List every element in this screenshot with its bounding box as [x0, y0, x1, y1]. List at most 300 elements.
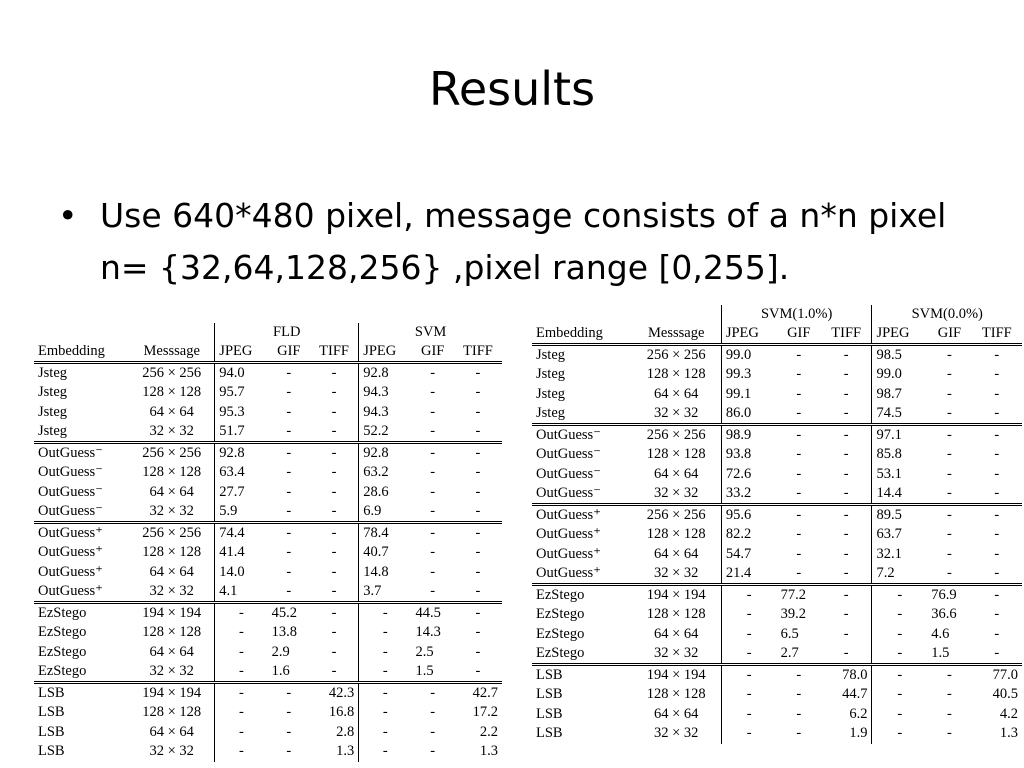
table-row — [532, 585, 1022, 606]
gif-cell: - — [286, 403, 292, 420]
jpeg-cell: - — [215, 742, 268, 762]
tiff-cell: - — [994, 625, 1000, 642]
column-header-gif: GIF — [777, 324, 821, 345]
table-row — [34, 703, 502, 723]
message-cell: 128 × 128 — [646, 526, 706, 543]
jpeg-cell: 51.7 — [215, 422, 268, 443]
embedding-cell: LSB — [34, 683, 129, 704]
jpeg-cell: 95.3 — [215, 403, 268, 423]
message-cell: 32 × 32 — [149, 583, 194, 599]
gif-cell: - — [796, 705, 802, 722]
message-cell: 194 × 194 — [632, 665, 722, 686]
slide-title: Results — [428, 62, 596, 116]
jpeg-cell: 95.6 — [721, 505, 776, 526]
jpeg-cell: - — [721, 685, 776, 705]
gif-cell: - — [796, 347, 802, 363]
gif-cell: - — [286, 464, 292, 481]
gif-cell: - — [796, 526, 802, 543]
jpeg-cell: 85.8 — [872, 445, 927, 465]
jpeg-cell: 97.1 — [872, 425, 927, 446]
gif-cell: - — [286, 563, 292, 580]
jpeg-cell: 32.1 — [872, 545, 927, 565]
jpeg-cell: - — [359, 723, 412, 743]
table-row — [34, 683, 502, 704]
gif-cell: 13.8 — [271, 624, 297, 641]
gif-cell: - — [946, 705, 952, 722]
embedding-cell: EzStego — [536, 606, 585, 623]
tiff-cell: 42.7 — [454, 683, 502, 704]
jpeg-cell: 72.6 — [721, 465, 776, 485]
gif-cell: - — [430, 483, 436, 500]
gif-cell: - — [286, 423, 292, 439]
table-row — [34, 623, 502, 643]
tiff-cell: - — [331, 643, 337, 660]
embedding-cell: Jsteg — [38, 365, 67, 381]
tiff-cell: - — [994, 526, 1000, 543]
embedding-cell: LSB — [532, 665, 632, 686]
column-header-jpeg: JPEG — [721, 324, 776, 345]
table-body — [532, 345, 1022, 744]
embedding-cell: OutGuess⁺ — [536, 526, 601, 543]
column-header-gif: GIF — [411, 342, 453, 363]
column-header-tiff: TIFF — [972, 324, 1022, 345]
jpeg-cell: - — [721, 625, 776, 645]
jpeg-cell: 89.5 — [872, 505, 927, 526]
tiff-cell: - — [310, 443, 359, 464]
tiff-cell: - — [454, 603, 502, 624]
embedding-cell: OutGuess⁺ — [34, 523, 129, 544]
message-cell: 64 × 64 — [149, 403, 194, 420]
tiff-cell: 1.9 — [849, 725, 868, 742]
tiff-cell: - — [310, 523, 359, 544]
tiff-cell: 1.3 — [479, 743, 498, 760]
jpeg-cell: - — [359, 742, 412, 762]
table-header-blank — [129, 323, 215, 342]
column-header-jpeg: JPEG — [359, 342, 412, 363]
jpeg-cell: 4.1 — [215, 582, 268, 603]
table-row — [34, 383, 502, 403]
embedding-cell: OutGuess⁻ — [536, 465, 601, 482]
gif-cell: - — [796, 366, 802, 383]
tiff-cell: - — [475, 483, 481, 500]
jpeg-cell: 41.4 — [215, 543, 268, 563]
embedding-cell: OutGuess⁺ — [536, 545, 601, 562]
tiff-cell: - — [843, 465, 849, 482]
gif-cell: 44.5 — [411, 603, 453, 624]
jpeg-cell: - — [872, 605, 927, 625]
gif-cell: 45.2 — [268, 603, 310, 624]
tiff-cell: - — [475, 423, 481, 439]
gif-cell: - — [430, 704, 436, 721]
embedding-cell: EzStego — [532, 585, 632, 606]
tiff-cell: - — [475, 503, 481, 519]
table-row — [34, 463, 502, 483]
tiff-cell: - — [475, 624, 481, 641]
tiff-cell: 4.2 — [999, 705, 1018, 722]
gif-cell: - — [946, 366, 952, 383]
message-cell: 256 × 256 — [632, 505, 722, 526]
jpeg-cell: - — [872, 625, 927, 645]
jpeg-cell: - — [359, 703, 412, 723]
table-row — [34, 723, 502, 743]
table-row — [532, 665, 1022, 686]
table-header-blank — [34, 323, 129, 342]
gif-cell: - — [927, 505, 971, 526]
tiff-cell: - — [454, 443, 502, 464]
embedding-cell: Jsteg — [38, 423, 67, 439]
table-row — [34, 543, 502, 563]
gif-cell: - — [286, 544, 292, 561]
embedding-cell: LSB — [38, 743, 65, 760]
tiff-cell: 77.0 — [972, 665, 1022, 686]
table-row — [532, 365, 1022, 385]
tiff-cell: - — [331, 365, 337, 381]
message-cell: 64 × 64 — [653, 465, 699, 482]
embedding-cell: OutGuess⁻ — [38, 503, 103, 519]
gif-cell: - — [286, 503, 292, 519]
jpeg-cell: 99.3 — [721, 365, 776, 385]
embedding-cell: Jsteg — [536, 385, 565, 402]
gif-cell: - — [286, 704, 292, 721]
tiff-cell: - — [994, 366, 1000, 383]
gif-cell: 6.5 — [780, 625, 799, 642]
gif-cell: 77.2 — [777, 585, 821, 606]
jpeg-cell: - — [872, 724, 927, 744]
column-header-embedding: Embedding — [532, 324, 632, 345]
tiff-cell: 6.2 — [849, 705, 868, 722]
gif-cell: 1.6 — [271, 663, 290, 679]
column-header-embedding: Embedding — [34, 342, 129, 363]
column-header-message: Messsage — [632, 324, 722, 345]
jpeg-cell: 6.9 — [359, 502, 412, 523]
group-header-fld: FLD — [215, 323, 359, 342]
gif-cell: 14.3 — [415, 624, 441, 641]
tiff-cell: - — [331, 423, 337, 439]
embedding-cell: EzStego — [536, 625, 585, 642]
jpeg-cell: 7.2 — [872, 564, 927, 585]
tiff-cell: - — [843, 405, 849, 421]
tiff-cell: 1.3 — [999, 725, 1018, 742]
column-header-gif: GIF — [268, 342, 310, 363]
tiff-cell: - — [475, 384, 481, 401]
message-cell: 128 × 128 — [142, 464, 202, 481]
group-header-svm-0pct: SVM(0.0%) — [872, 305, 1022, 324]
embedding-cell: OutGuess⁺ — [532, 505, 632, 526]
embedding-cell: Jsteg — [38, 384, 67, 401]
message-cell: 32 × 32 — [653, 645, 699, 661]
jpeg-cell: 98.7 — [872, 385, 927, 405]
gif-cell: - — [411, 523, 453, 544]
jpeg-cell: 78.4 — [359, 523, 412, 544]
gif-cell: - — [796, 446, 802, 463]
table-row — [532, 425, 1022, 446]
group-header-svm-1pct: SVM(1.0%) — [721, 305, 872, 324]
tiff-cell: - — [843, 645, 849, 661]
tiff-cell: - — [972, 505, 1022, 526]
gif-cell: - — [286, 583, 292, 599]
column-header-tiff: TIFF — [454, 342, 502, 363]
jpeg-cell: 98.5 — [872, 345, 927, 366]
message-cell: 128 × 128 — [142, 544, 202, 561]
table-row — [532, 404, 1022, 425]
gif-cell: - — [286, 743, 292, 760]
gif-cell: - — [268, 523, 310, 544]
jpeg-cell: - — [359, 683, 412, 704]
gif-cell: - — [430, 723, 436, 740]
table-row — [34, 443, 502, 464]
table-row — [532, 505, 1022, 526]
tiff-cell: - — [821, 505, 872, 526]
jpeg-cell: 53.1 — [872, 465, 927, 485]
jpeg-cell: 93.8 — [721, 445, 776, 465]
embedding-cell: LSB — [536, 725, 563, 742]
tiff-cell: - — [994, 465, 1000, 482]
message-cell: 194 × 194 — [129, 683, 215, 704]
jpeg-cell: - — [721, 724, 776, 744]
embedding-cell: OutGuess⁺ — [38, 563, 103, 580]
table-header-blank — [632, 305, 722, 324]
jpeg-cell: 14.8 — [359, 563, 412, 583]
jpeg-cell: 95.7 — [215, 383, 268, 403]
tiff-cell: - — [475, 643, 481, 660]
jpeg-cell: - — [359, 623, 412, 643]
tiff-cell: - — [843, 526, 849, 543]
message-cell: 32 × 32 — [149, 663, 194, 679]
table-row — [532, 724, 1022, 744]
gif-cell: - — [286, 723, 292, 740]
tiff-cell: - — [475, 583, 481, 599]
gif-cell: - — [796, 686, 802, 703]
table-row — [34, 483, 502, 503]
tiff-cell: 2.2 — [479, 723, 498, 740]
results-table-svm-thresholds — [532, 305, 1022, 744]
gif-cell: - — [946, 545, 952, 562]
jpeg-cell: 63.7 — [872, 525, 927, 545]
table-row — [532, 385, 1022, 405]
table-row — [34, 603, 502, 624]
jpeg-cell: - — [721, 605, 776, 625]
table-row — [34, 363, 502, 384]
tiff-cell: - — [994, 606, 1000, 623]
gif-cell: - — [430, 563, 436, 580]
gif-cell: - — [430, 583, 436, 599]
message-cell: 128 × 128 — [142, 704, 202, 721]
tiff-cell: 42.3 — [310, 683, 359, 704]
jpeg-cell: 92.8 — [359, 363, 412, 384]
jpeg-cell: - — [721, 585, 776, 606]
jpeg-cell: 99.0 — [872, 365, 927, 385]
jpeg-cell: 21.4 — [721, 564, 776, 585]
gif-cell: - — [927, 425, 971, 446]
gif-cell: - — [411, 443, 453, 464]
jpeg-cell: - — [359, 603, 412, 624]
jpeg-cell: 63.2 — [359, 463, 412, 483]
message-cell: 32 × 32 — [149, 503, 194, 519]
message-cell: 64 × 64 — [653, 705, 699, 722]
jpeg-cell: 54.7 — [721, 545, 776, 565]
gif-cell: - — [927, 665, 971, 686]
jpeg-cell: - — [215, 623, 268, 643]
table-row — [532, 705, 1022, 725]
tiff-cell: - — [331, 663, 337, 679]
jpeg-cell: - — [721, 644, 776, 665]
embedding-cell: OutGuess⁻ — [34, 443, 129, 464]
tiff-cell: 40.5 — [992, 686, 1018, 703]
tiff-cell: - — [994, 446, 1000, 463]
embedding-cell: LSB — [536, 686, 563, 703]
gif-cell: - — [946, 405, 952, 421]
gif-cell: - — [430, 403, 436, 420]
embedding-cell: OutGuess⁺ — [536, 565, 601, 581]
jpeg-cell: 94.3 — [359, 403, 412, 423]
table-row — [532, 525, 1022, 545]
tiff-cell: - — [821, 585, 872, 606]
table-row — [532, 465, 1022, 485]
table-row — [34, 422, 502, 443]
jpeg-cell: 74.4 — [215, 523, 268, 544]
table-row — [532, 685, 1022, 705]
message-cell: 256 × 256 — [142, 365, 202, 381]
jpeg-cell: - — [872, 685, 927, 705]
jpeg-cell: 92.8 — [215, 443, 268, 464]
tiff-cell: - — [454, 523, 502, 544]
message-cell: 32 × 32 — [653, 405, 699, 421]
table-row — [34, 662, 502, 683]
embedding-cell: Jsteg — [536, 405, 565, 421]
gif-cell: - — [430, 544, 436, 561]
message-cell: 194 × 194 — [632, 585, 722, 606]
jpeg-cell: - — [215, 723, 268, 743]
jpeg-cell: 82.2 — [721, 525, 776, 545]
tiff-cell: - — [994, 545, 1000, 562]
table-row — [532, 484, 1022, 505]
embedding-cell: EzStego — [34, 603, 129, 624]
gif-cell: 76.9 — [927, 585, 971, 606]
message-cell: 64 × 64 — [149, 483, 194, 500]
jpeg-cell: 40.7 — [359, 543, 412, 563]
embedding-cell: EzStego — [38, 663, 87, 679]
gif-cell: - — [430, 365, 436, 381]
message-cell: 64 × 64 — [653, 625, 699, 642]
message-cell: 256 × 256 — [646, 347, 706, 363]
bullet-text: Use 640*480 pixel, message consists of a n*n pixel n= {32,64,128,256} ,pixel range [0,255]. — [100, 196, 947, 287]
message-cell: 32 × 32 — [653, 485, 699, 501]
embedding-cell: Jsteg — [38, 403, 67, 420]
results-table-fld-svm — [34, 323, 502, 762]
jpeg-cell: - — [721, 665, 776, 686]
embedding-cell: Jsteg — [536, 366, 565, 383]
jpeg-cell: 94.3 — [359, 383, 412, 403]
gif-cell: - — [430, 503, 436, 519]
jpeg-cell: - — [872, 644, 927, 665]
gif-cell: 2.5 — [415, 643, 434, 660]
message-cell: 128 × 128 — [646, 366, 706, 383]
message-cell: 32 × 32 — [149, 423, 194, 439]
table-row — [532, 345, 1022, 366]
column-header-jpeg: JPEG — [872, 324, 927, 345]
message-cell: 64 × 64 — [653, 385, 699, 402]
table-row — [34, 502, 502, 523]
tiff-cell: - — [331, 403, 337, 420]
tiff-cell: - — [331, 544, 337, 561]
group-header-svm: SVM — [359, 323, 502, 342]
message-cell: 32 × 32 — [149, 743, 194, 760]
tiff-cell: 16.8 — [328, 704, 355, 721]
table-row — [34, 582, 502, 603]
tiff-cell: - — [972, 585, 1022, 606]
embedding-cell: LSB — [38, 704, 65, 721]
embedding-cell: OutGuess⁻ — [532, 425, 632, 446]
gif-cell: 2.7 — [780, 645, 799, 661]
tiff-cell: - — [994, 405, 1000, 421]
table-row — [532, 644, 1022, 665]
tiff-cell: - — [994, 485, 1000, 501]
jpeg-cell: 33.2 — [721, 484, 776, 505]
tiff-cell: - — [475, 563, 481, 580]
table-row — [34, 563, 502, 583]
message-cell: 64 × 64 — [149, 723, 194, 740]
jpeg-cell: 14.4 — [872, 484, 927, 505]
jpeg-cell: - — [215, 703, 268, 723]
embedding-cell: EzStego — [38, 624, 87, 641]
gif-cell: - — [268, 683, 310, 704]
jpeg-cell: 27.7 — [215, 483, 268, 503]
gif-cell: - — [777, 665, 821, 686]
table-row — [532, 545, 1022, 565]
gif-cell: - — [796, 465, 802, 482]
gif-cell: - — [430, 743, 436, 760]
jpeg-cell: - — [215, 662, 268, 683]
tiff-cell: 78.0 — [821, 665, 872, 686]
tiff-cell: - — [972, 425, 1022, 446]
gif-cell: - — [796, 405, 802, 421]
gif-cell: 1.5 — [931, 645, 950, 661]
tiff-cell: 2.8 — [336, 723, 355, 740]
tiff-cell: - — [843, 347, 849, 363]
column-header-tiff: TIFF — [310, 342, 359, 363]
table-row — [34, 742, 502, 762]
gif-cell: - — [268, 443, 310, 464]
tiff-cell: - — [475, 403, 481, 420]
gif-cell: - — [946, 446, 952, 463]
gif-cell: - — [946, 485, 952, 501]
tiff-cell: - — [843, 625, 849, 642]
jpeg-cell: - — [359, 662, 412, 683]
message-cell: 64 × 64 — [149, 643, 194, 660]
message-cell: 128 × 128 — [646, 446, 706, 463]
tiff-cell: - — [331, 464, 337, 481]
jpeg-cell: 14.0 — [215, 563, 268, 583]
tiff-cell: - — [475, 544, 481, 561]
table-row — [532, 564, 1022, 585]
tiff-cell: - — [821, 425, 872, 446]
gif-cell: 36.6 — [931, 606, 957, 623]
message-cell: 128 × 128 — [142, 384, 202, 401]
column-header-gif: GIF — [927, 324, 971, 345]
jpeg-cell: - — [721, 705, 776, 725]
jpeg-cell: - — [215, 643, 268, 663]
tiff-cell: - — [843, 565, 849, 581]
gif-cell: - — [411, 683, 453, 704]
gif-cell: - — [946, 347, 952, 363]
message-cell: 256 × 256 — [129, 523, 215, 544]
table-header-blank — [532, 305, 632, 324]
gif-cell: - — [796, 385, 802, 402]
gif-cell: - — [286, 384, 292, 401]
gif-cell: 2.9 — [271, 643, 290, 660]
jpeg-cell: 99.0 — [721, 345, 776, 366]
gif-cell: 1.5 — [415, 663, 434, 679]
